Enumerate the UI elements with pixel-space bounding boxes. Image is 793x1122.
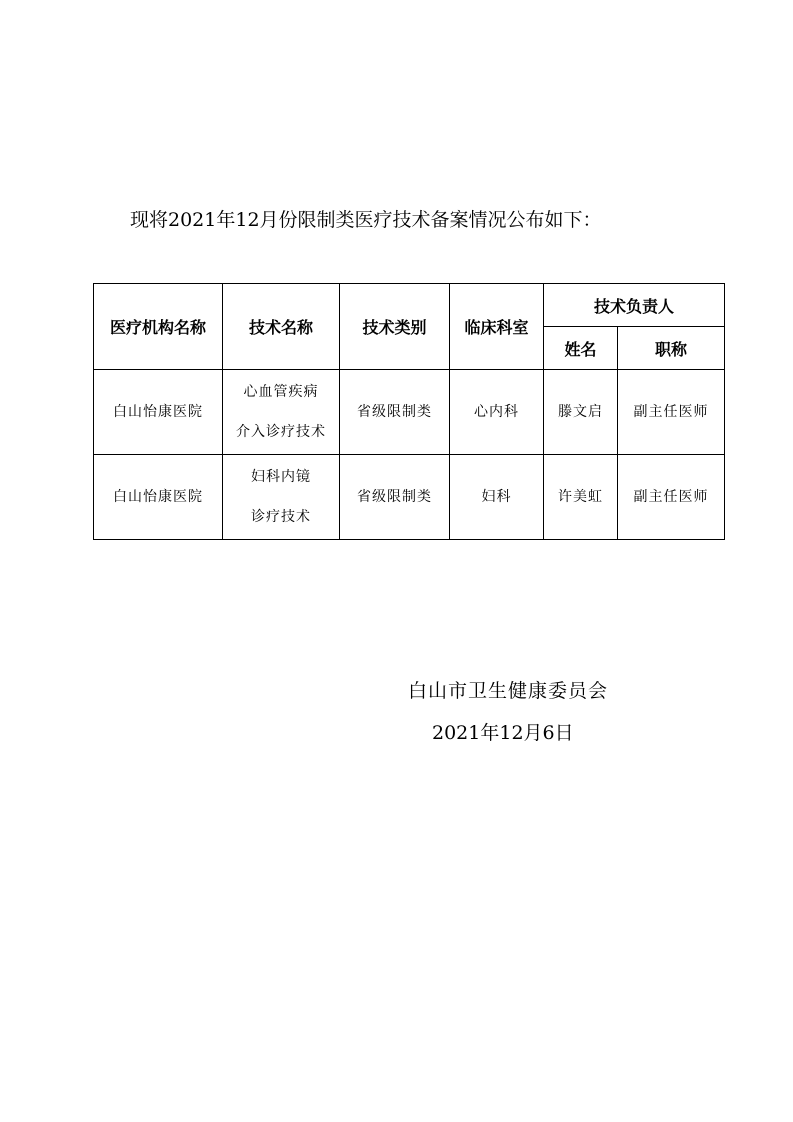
technology-line-2: 诊疗技术 (251, 509, 311, 525)
table-row (94, 370, 725, 455)
technology-line-1: 妇科内镜 (251, 469, 311, 485)
technology-line-1: 心血管疾病 (243, 384, 319, 400)
cell-institution: 白山怡康医院 (94, 370, 223, 455)
cell-title: 副主任医师 (618, 370, 725, 455)
header-technology: 技术名称 (223, 284, 340, 370)
technology-line-2: 介入诊疗技术 (236, 424, 326, 440)
header-name: 姓名 (544, 327, 618, 370)
header-person-in-charge: 技术负责人 (544, 284, 725, 327)
cell-institution: 白山怡康医院 (94, 455, 223, 540)
cell-technology (223, 455, 340, 540)
header-title: 职称 (618, 327, 725, 370)
signature-date: 2021年12月6日 (432, 722, 574, 744)
cell-category: 省级限制类 (340, 455, 450, 540)
table-row (94, 455, 725, 540)
header-category: 技术类别 (340, 284, 450, 370)
table-header-row (94, 284, 725, 327)
header-department: 临床科室 (450, 284, 544, 370)
cell-name: 许美虹 (544, 455, 618, 540)
restricted-technology-table (93, 283, 725, 540)
cell-department: 妇科 (450, 455, 544, 540)
header-institution: 医疗机构名称 (94, 284, 223, 370)
cell-department: 心内科 (450, 370, 544, 455)
cell-technology (223, 370, 340, 455)
cell-name: 滕文启 (544, 370, 618, 455)
signature-organization: 白山市卫生健康委员会 (408, 680, 609, 702)
cell-title: 副主任医师 (618, 455, 725, 540)
intro-paragraph: 现将2021年12月份限制类医疗技术备案情况公布如下： (130, 209, 602, 231)
cell-category: 省级限制类 (340, 370, 450, 455)
